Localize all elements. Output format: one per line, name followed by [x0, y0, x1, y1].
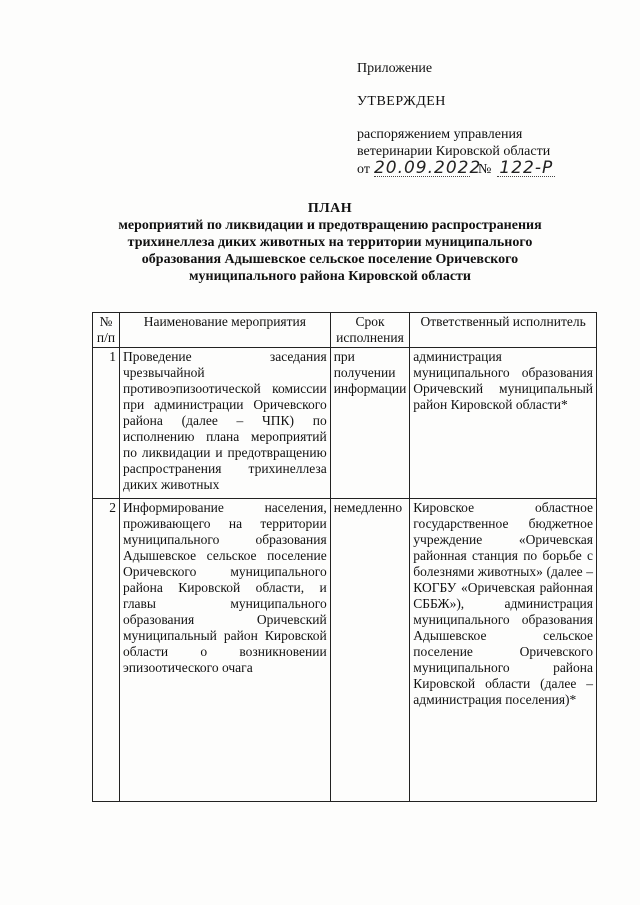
- from-label: от: [357, 162, 370, 177]
- title-heading: ПЛАН: [307, 201, 353, 216]
- handwritten-number: 122-Р: [497, 160, 555, 177]
- row-name-text: Проведение заседания чрезвычайной противоэпизоотической комиссии при администрации Оричевского района (далее – ЧПК) по исполнению плана мероприятий по ликвидации и предотвращению распространения трихинеллеза диких животных: [122, 349, 327, 492]
- number-label: №: [477, 162, 492, 177]
- header-term: Срок исполнения: [330, 313, 410, 348]
- row-term-text: немедленно: [333, 500, 403, 515]
- row-term-text: при получении информации: [333, 349, 407, 396]
- title-line-1: мероприятий по ликвидации и предотвращению распространения: [118, 218, 542, 233]
- row-name: [119, 348, 330, 499]
- row-num: 1: [93, 348, 120, 499]
- row-name-text: Информирование населения, проживающего на территории муниципального образования Адышевское сельское поселение Оричевского муниципального района Кировской области, и главы муниципального образования Оричевский муниципальный район Кировской области о возникновении эпизоотического очага: [122, 500, 327, 675]
- approval-line-1: распоряжением управления: [357, 127, 523, 142]
- table-row: [93, 499, 597, 802]
- header-num: № п/п: [93, 313, 120, 348]
- approval-block: [357, 60, 627, 178]
- header-name: Наименование мероприятия: [119, 313, 330, 348]
- header-executor: Ответственный исполнитель: [410, 313, 597, 348]
- table-row: [93, 348, 597, 499]
- approval-line-2: ветеринарии Кировской области: [357, 144, 551, 159]
- handwritten-date: 20.09.2022: [373, 158, 482, 178]
- approved-label: УТВЕРЖДЕН: [357, 94, 446, 109]
- row-name: [119, 499, 330, 802]
- row-executor: [410, 348, 597, 499]
- row-term: [330, 499, 410, 802]
- row-executor: [410, 499, 597, 802]
- row-executor-text: Кировское областное государственное бюджетное учреждение «Оричевская районная станция по борьбе с болезнями животных» (далее – КОГБУ «Оричевская районная СББЖ»), администрация муниципального образования Адышевское сельское поселение Оричевского муниципального района Кировской области (далее – администрация поселения)*: [413, 500, 593, 707]
- row-term: [330, 348, 410, 499]
- title-line-2: трихинеллеза диких животных на территории муниципального: [127, 235, 533, 250]
- title-line-4: муниципального района Кировской области: [189, 269, 471, 284]
- plan-table: [92, 312, 597, 802]
- table-header-row: [93, 313, 597, 348]
- row-executor-text: администрация муниципального образования Оричевский муниципальный район Кировской области*: [413, 349, 593, 412]
- appendix-label: Приложение: [357, 61, 433, 76]
- row-num: 2: [93, 499, 120, 802]
- approval-date-line: [357, 160, 627, 178]
- document-title: [90, 200, 570, 285]
- title-line-3: образования Адышевское сельское поселение Оричевского: [141, 252, 519, 267]
